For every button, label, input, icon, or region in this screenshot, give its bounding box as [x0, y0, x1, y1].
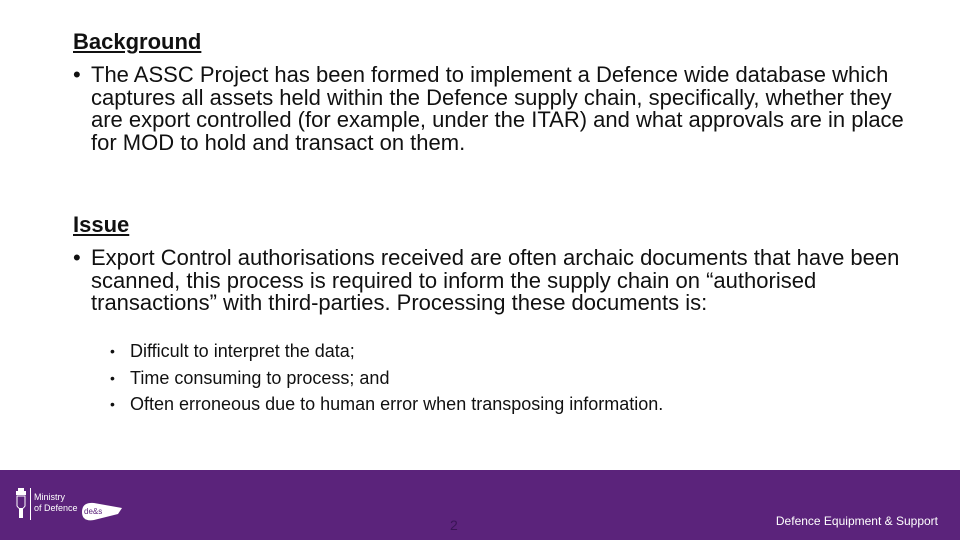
logo-divider [30, 488, 31, 520]
list-item: • Often erroneous due to human error when transposing information. [110, 391, 663, 418]
bullet-dot: • [73, 245, 81, 270]
background-bullet-text: The ASSC Project has been formed to implement a Defence wide database which captures all assets held within the Defence supply chain, specifically, whether they are export controlled (for example, under the ITAR) and what approvals are in place for MOD to hold and transact on them. [91, 62, 904, 155]
issue-heading: Issue [73, 212, 130, 237]
page-number: 2 [450, 517, 458, 533]
crest-icon [14, 486, 28, 522]
bullet-dot: • [110, 343, 115, 359]
mod-logo [14, 484, 78, 526]
bullet-dot: • [73, 62, 81, 87]
bullet-dot: • [110, 396, 115, 412]
desa-logo-text: de&s [84, 507, 103, 516]
bullet-dot: • [110, 369, 115, 386]
list-item: • Time consuming to process; and [110, 365, 663, 392]
issue-bullet-text: Export Control authorisations received are often archaic documents that have been scanned, this process is required to inform the supply chain on “authorised transactions” with third-parties. Processing these documents is: [91, 245, 900, 315]
list-item: • Difficult to interpret the data; [110, 338, 663, 365]
issue-bullet [73, 247, 911, 315]
mod-logo-text: Ministry of Defence [34, 492, 78, 513]
footer-bar [0, 470, 960, 540]
background-bullet [73, 64, 911, 154]
background-heading: Background [73, 29, 202, 54]
organisation-name: Defence Equipment & Support [775, 514, 938, 528]
issue-sublist [110, 338, 663, 418]
